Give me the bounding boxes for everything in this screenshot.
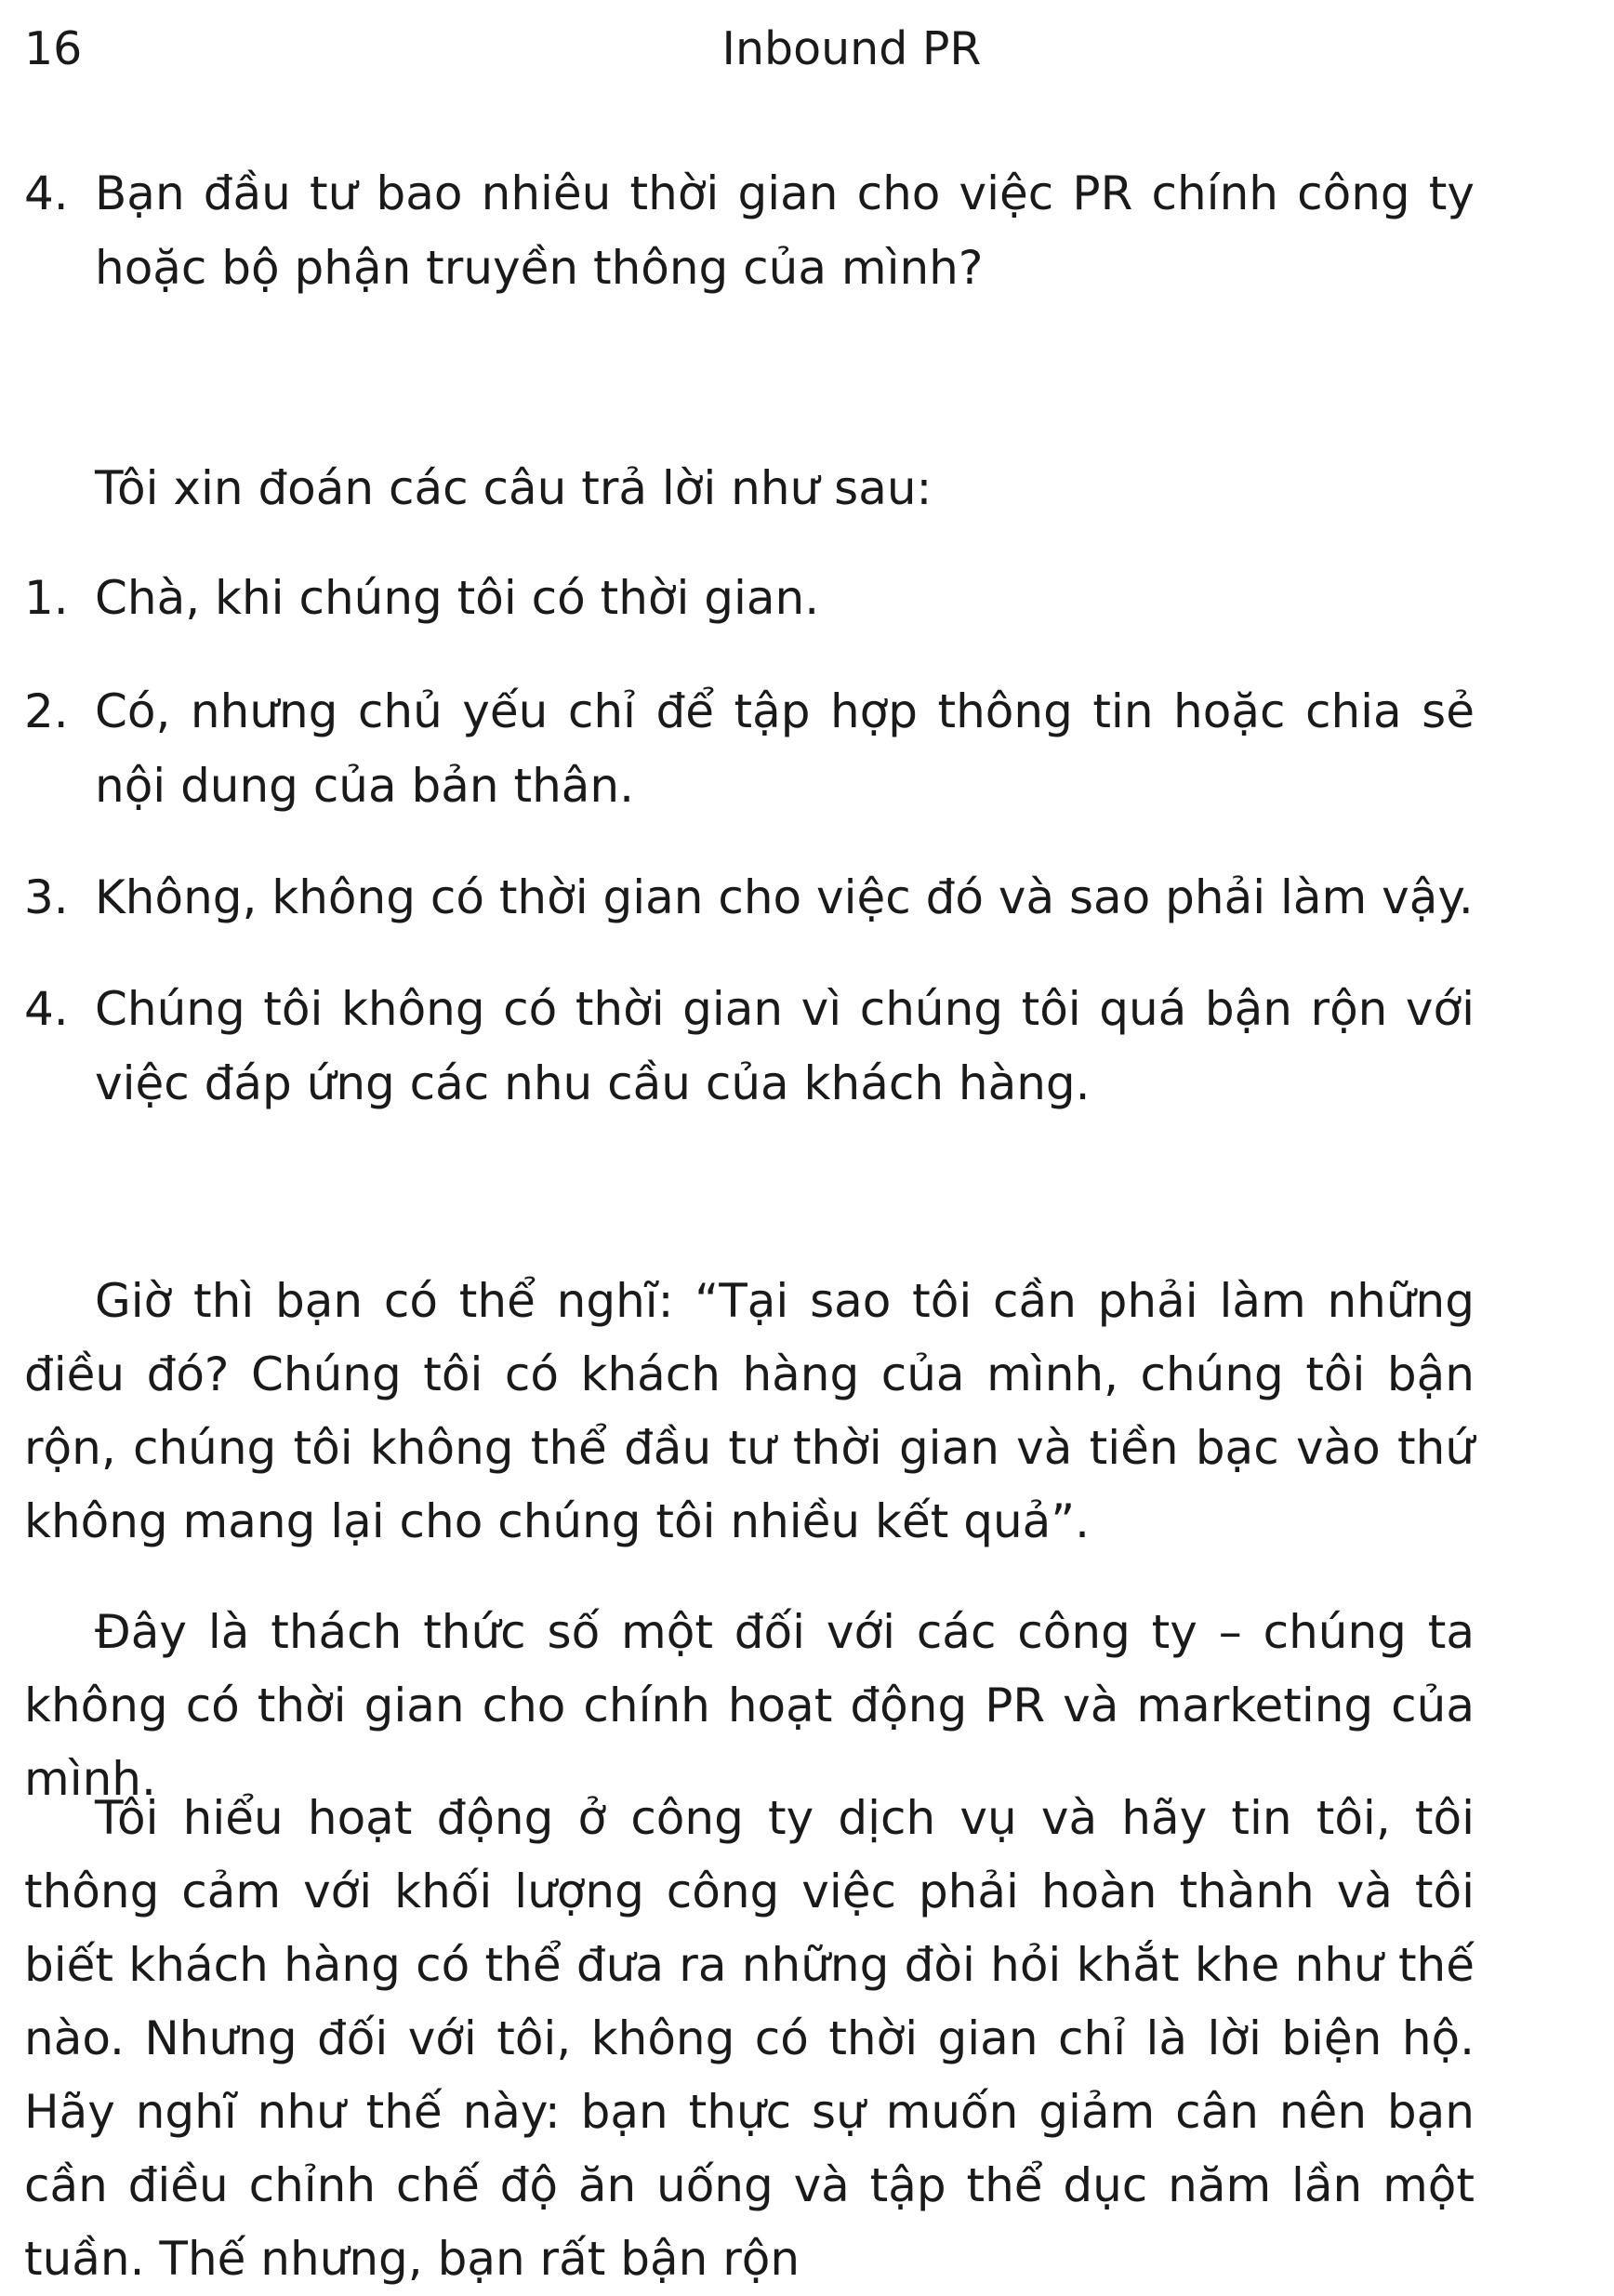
answer-item-4 (24, 972, 1475, 1121)
list-text: Bạn đầu tư bao nhiêu thời gian cho việc PR chính công ty hoặc bộ phận truyền thông của mình? (95, 166, 1475, 295)
body-paragraph-1: Giờ thì bạn có thể nghĩ: “Tại sao tôi cần phải làm những điều đó? Chúng tôi có khách hàng của mình, chúng tôi bận rộn, chúng tôi không thể đầu tư thời gian và tiền bạc vào thứ không mang lại cho chúng tôi nhiều kết quả”. (24, 1274, 1475, 1548)
list-number: 3. (24, 870, 69, 924)
list-number: 4. (24, 982, 69, 1036)
answer-item-3 (24, 860, 1475, 935)
list-number: 2. (24, 684, 69, 738)
list-text: Không, không có thời gian cho việc đó và sao phải làm vậy. (95, 870, 1474, 924)
page-number: 16 (24, 22, 83, 75)
list-text: Chúng tôi không có thời gian vì chúng tôi quá bận rộn với việc đáp ứng các nhu cầu của khách hàng. (95, 982, 1475, 1110)
list-text: Có, nhưng chủ yếu chỉ để tập hợp thông tin hoặc chia sẻ nội dung của bản thân. (95, 684, 1475, 813)
list-number: 4. (24, 166, 69, 220)
page-header (24, 17, 1475, 82)
body-paragraph-2: Đây là thách thức số một đối với các công ty – chúng ta không có thời gian cho chính hoạt động PR và marketing của mình. (24, 1605, 1475, 1806)
question-item-4 (24, 156, 1475, 305)
body-paragraph-3: Tôi hiểu hoạt động ở công ty dịch vụ và hãy tin tôi, tôi thông cảm với khối lượng công việc phải hoàn thành và tôi biết khách hàng có thể đưa ra những đòi hỏi khắt khe như thế nào. Nhưng đối với tôi, không có thời gian chỉ là lời biện hộ. Hãy nghĩ như thế này: bạn thực sự muốn giảm cân nên bạn cần điều chỉnh chế độ ăn uống và tập thể dục năm lần một tuần. Thế nhưng, bạn rất bận rộn (24, 1791, 1475, 2286)
intro-line: Tôi xin đoán các câu trả lời như sau: (95, 461, 933, 515)
running-title: Inbound PR (721, 22, 982, 75)
list-number: 1. (24, 571, 69, 625)
answer-item-1 (24, 561, 1475, 635)
list-text: Chà, khi chúng tôi có thời gian. (95, 571, 820, 625)
answer-item-2 (24, 674, 1475, 823)
